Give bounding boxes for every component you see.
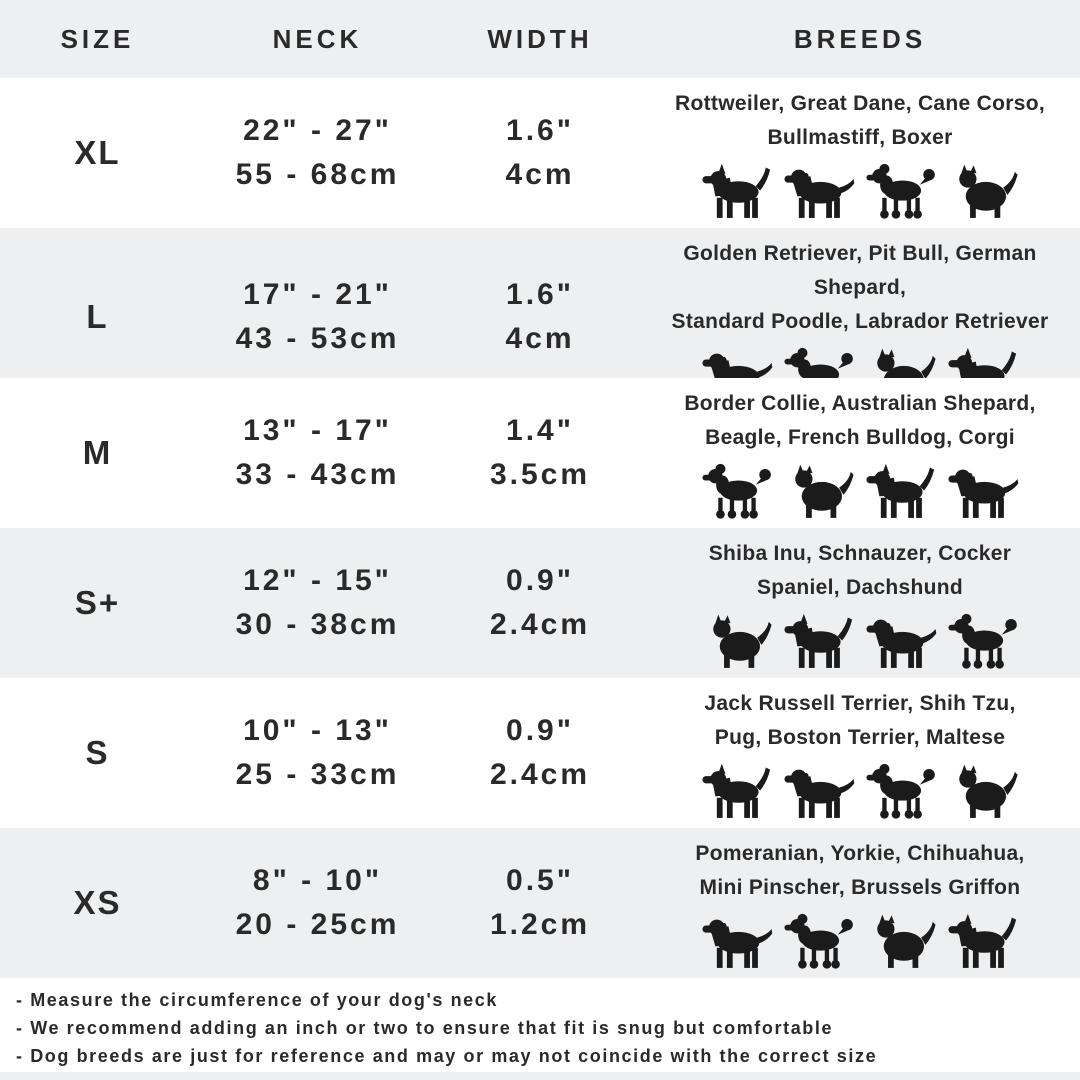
breeds-text-line: Standard Poodle, Labrador Retriever <box>671 310 1049 333</box>
breeds-text <box>640 237 1080 339</box>
pomeranian-icon <box>701 913 773 971</box>
neck-imperial: 8" - 10" <box>252 864 383 897</box>
width-cell <box>440 559 640 647</box>
breeds-text-line: Pomeranian, Yorkie, Chihuahua, <box>695 842 1025 865</box>
neck-metric: 43 - 53cm <box>235 321 400 355</box>
width-imperial: 0.5" <box>506 864 574 897</box>
width-imperial: 1.6" <box>506 114 574 147</box>
dog-silhouettes <box>701 159 1019 221</box>
neck-cell <box>195 273 440 361</box>
width-metric: 4cm <box>505 321 575 355</box>
neck-metric: 30 - 38cm <box>235 608 400 641</box>
chihuahua-icon <box>865 913 937 971</box>
size-cell <box>0 298 195 336</box>
size-cell <box>0 884 195 922</box>
neck-imperial: 12" - 15" <box>243 564 392 597</box>
header-neck: NECK <box>272 23 363 54</box>
size-label: S <box>85 734 110 771</box>
width-cell <box>440 859 640 947</box>
breeds-text <box>684 387 1035 455</box>
yorkie-icon <box>783 913 855 971</box>
table-row <box>0 528 1080 678</box>
breeds-text-line: Rottweiler, Great Dane, Cane Corso, <box>675 92 1045 115</box>
dog-silhouettes <box>701 759 1019 821</box>
beagle-icon <box>783 463 855 521</box>
width-imperial: 0.9" <box>506 714 574 747</box>
size-cell <box>0 584 195 622</box>
breeds-cell <box>640 378 1080 528</box>
bullmastiff-icon <box>947 163 1019 221</box>
header-size: SIZE <box>60 23 135 54</box>
breeds-cell <box>640 528 1080 678</box>
size-label: M <box>82 434 113 471</box>
width-imperial: 0.9" <box>506 564 574 597</box>
footnote-recommend: - We recommend adding an inch or two to ensure that fit is snug but comfortable <box>16 1018 834 1038</box>
shih-tzu-icon <box>783 763 855 821</box>
breeds-text <box>704 687 1015 755</box>
breeds-text-line: Beagle, French Bulldog, Corgi <box>705 426 1015 449</box>
neck-cell <box>195 409 440 497</box>
neck-imperial: 17" - 21" <box>243 277 392 311</box>
schnauzer-icon <box>783 613 855 671</box>
shiba-inu-icon <box>701 613 773 671</box>
jack-russell-terrier-icon <box>701 763 773 821</box>
neck-metric: 33 - 43cm <box>235 458 400 491</box>
width-imperial: 1.6" <box>506 277 574 311</box>
breeds-text-line: Bullmastiff, Boxer <box>767 126 953 149</box>
border-collie-icon <box>701 463 773 521</box>
breeds-text-line: Border Collie, Australian Shepard, <box>684 392 1036 415</box>
header-breeds: BREEDS <box>793 23 927 54</box>
footnote-reference: - Dog breeds are just for reference and may or may not coincide with the correct size <box>16 1046 878 1066</box>
dog-silhouettes <box>701 909 1019 971</box>
size-cell <box>0 734 195 772</box>
neck-metric: 20 - 25cm <box>235 908 400 941</box>
table-header <box>0 0 1080 78</box>
width-cell <box>440 409 640 497</box>
breeds-text-line: Pug, Boston Terrier, Maltese <box>714 726 1006 749</box>
mini-pinscher-icon <box>947 913 1019 971</box>
width-metric: 4cm <box>505 158 575 191</box>
breeds-text <box>695 837 1024 905</box>
size-label: L <box>86 297 109 335</box>
maltese-icon <box>947 763 1019 821</box>
table-row <box>0 678 1080 828</box>
dog-silhouettes <box>701 609 1019 671</box>
neck-metric: 25 - 33cm <box>235 758 400 791</box>
bottom-divider <box>0 1072 1080 1080</box>
breeds-text-line: Golden Retriever, Pit Bull, German Shepard, <box>683 242 1037 299</box>
width-metric: 2.4cm <box>489 608 591 641</box>
french-bulldog-icon <box>865 463 937 521</box>
rottweiler-icon <box>701 163 773 221</box>
great-dane-icon <box>783 163 855 221</box>
footnote-measure: - Measure the circumference of your dog's neck <box>16 990 499 1010</box>
table-row <box>0 378 1080 528</box>
dachshund-icon <box>947 613 1019 671</box>
breeds-text-line: Jack Russell Terrier, Shih Tzu, <box>704 692 1016 715</box>
breeds-text <box>709 537 1011 605</box>
neck-cell <box>195 559 440 647</box>
size-label: S+ <box>74 584 121 621</box>
neck-imperial: 22" - 27" <box>243 114 392 147</box>
width-imperial: 1.4" <box>506 414 574 447</box>
neck-cell <box>195 709 440 797</box>
size-cell <box>0 434 195 472</box>
footnotes <box>0 978 1080 1072</box>
size-cell <box>0 134 195 172</box>
table-row <box>0 78 1080 228</box>
neck-cell <box>195 859 440 947</box>
table-body <box>0 78 1080 978</box>
cocker-spaniel-icon <box>865 613 937 671</box>
table-row <box>0 228 1080 378</box>
width-cell <box>440 709 640 797</box>
pug-icon <box>865 763 937 821</box>
width-metric: 3.5cm <box>489 458 591 491</box>
neck-cell <box>195 109 440 197</box>
size-label: XL <box>74 134 121 171</box>
header-width: WIDTH <box>487 23 593 54</box>
width-cell <box>440 273 640 361</box>
breeds-cell <box>640 678 1080 828</box>
neck-metric: 55 - 68cm <box>235 158 400 191</box>
breeds-text-line: Shiba Inu, Schnauzer, Cocker <box>708 542 1012 565</box>
neck-imperial: 10" - 13" <box>243 714 392 747</box>
doberman-icon <box>865 163 937 221</box>
width-cell <box>440 109 640 197</box>
breeds-text <box>675 87 1045 155</box>
size-label: XS <box>73 884 122 921</box>
corgi-icon <box>947 463 1019 521</box>
breeds-text-line: Mini Pinscher, Brussels Griffon <box>699 876 1021 899</box>
breeds-cell <box>640 78 1080 228</box>
neck-imperial: 13" - 17" <box>243 414 392 447</box>
breeds-cell <box>640 828 1080 978</box>
width-metric: 1.2cm <box>489 908 591 941</box>
dog-silhouettes <box>701 459 1019 521</box>
width-metric: 2.4cm <box>489 758 591 791</box>
breeds-text-line: Spaniel, Dachshund <box>756 576 964 599</box>
table-row <box>0 828 1080 978</box>
